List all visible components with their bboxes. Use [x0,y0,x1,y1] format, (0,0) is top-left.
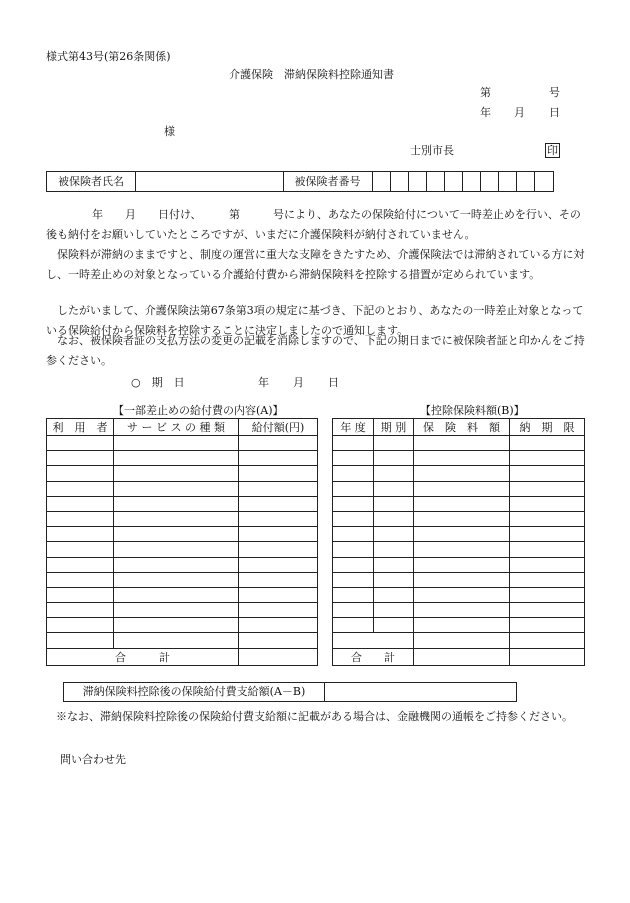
insured-number-field[interactable] [372,172,554,191]
body-paragraph-3: したがいまして、介護保険法第67条第3項の規定に基づき、下記のとおり、あなたの一時差止対象となっている保険給付から保険料を控除することに決定しましたので通知します。 [46,304,584,337]
table-row[interactable] [333,633,585,648]
table-b-header-year: 年 度 [333,419,374,436]
table-row[interactable] [333,466,585,481]
table-row[interactable] [47,451,318,466]
note-text: ※なお、滞納保険料控除後の保険給付費支給額に記載がある場合は、金融機関の通帳をご持参ください。 [56,710,573,723]
table-row[interactable] [47,572,318,587]
table-row[interactable] [47,481,318,496]
doc-number-prefix: 第 [480,86,491,99]
table-a-header-service: サ ー ビ ス の 種 類 [114,419,239,436]
table-row[interactable] [47,496,318,511]
table-a-total-value[interactable] [239,648,318,665]
table-row[interactable] [47,436,318,451]
net-payment-box [63,682,517,702]
body-paragraph-1: 年 月 日付け、 第 号により、あなたの保険給付について一時差止めを行い、その後も納付をお願いしていたところですが、いまだに介護保険料が納付されていません。 [46,208,581,241]
table-b-header-period: 期 別 [374,419,414,436]
table-b-header-due: 納 期 限 [510,419,585,436]
table-row[interactable] [47,542,318,557]
table-row[interactable] [333,481,585,496]
insured-name-field[interactable] [135,172,284,191]
date-year-label: 年 [480,106,491,119]
doc-number-suffix: 号 [549,86,560,99]
form-number: 様式第43号(第26条関係) [46,50,171,63]
contact-label: 問い合わせ先 [60,753,126,766]
net-payment-field[interactable] [325,683,516,701]
table-a-title: 【一部差止めの給付費の内容(A)】 [113,404,284,417]
table-row[interactable] [47,633,318,648]
table-row[interactable] [333,496,585,511]
table-row[interactable] [47,587,318,602]
table-row[interactable] [47,466,318,481]
insured-name-label: 被保険者氏名 [47,172,136,191]
net-payment-label: 滞納保険料控除後の保険給付費支給額(A－B) [64,683,325,701]
table-a-header-user: 利 用 者 [47,419,114,436]
table-row[interactable] [333,511,585,526]
table-b [332,418,585,666]
table-row[interactable] [47,618,318,633]
table-row[interactable] [47,527,318,542]
table-b-title: 【控除保険料額(B)】 [420,404,525,417]
seal-mark: 印 [547,144,558,157]
body-paragraph-4: なお、被保険者証の支払方法の変更の記載を消除しますので、下記の期日までに被保険者証と印かんをご持参ください。 [46,334,585,367]
table-a-header-amount: 給付額(円) [239,419,318,436]
table-row[interactable] [333,603,585,618]
table-b-header-premium: 保 険 料 額 [414,419,510,436]
table-b-total-value[interactable] [414,648,510,665]
deadline-day: 日 [328,376,339,389]
table-row[interactable] [333,587,585,602]
document-title: 介護保険 滞納保険料控除通知書 [229,68,394,81]
issuer: 士別市長 [410,144,454,157]
body-paragraph-2: 保険料が滞納のままですと、制度の運営に重大な支障をきたすため、介護保険法では滞納されている方に対し、一時差止めの対象となっている介護給付費から滞納保険料を控除する措置が定められています。 [46,248,585,281]
table-a-total-label: 合 計 [47,648,239,665]
table-row[interactable] [333,436,585,451]
table-b-total-label: 合 計 [333,648,414,665]
table-row[interactable] [333,572,585,587]
table-row[interactable] [47,603,318,618]
table-row[interactable] [47,557,318,572]
table-row[interactable] [333,542,585,557]
insured-number-label: 被保険者番号 [283,172,373,191]
table-row[interactable] [333,557,585,572]
deadline-label: ○ 期 日 [131,376,185,389]
date-day-label: 日 [549,106,560,119]
table-row[interactable] [333,451,585,466]
deadline-year: 年 [258,376,269,389]
deadline-month: 月 [293,376,304,389]
date-month-label: 月 [514,106,525,119]
table-a [46,418,318,666]
table-row[interactable] [333,618,585,633]
addressee-suffix: 様 [164,125,175,138]
insured-info-table [46,171,554,192]
table-row[interactable] [333,527,585,542]
table-row[interactable] [47,511,318,526]
